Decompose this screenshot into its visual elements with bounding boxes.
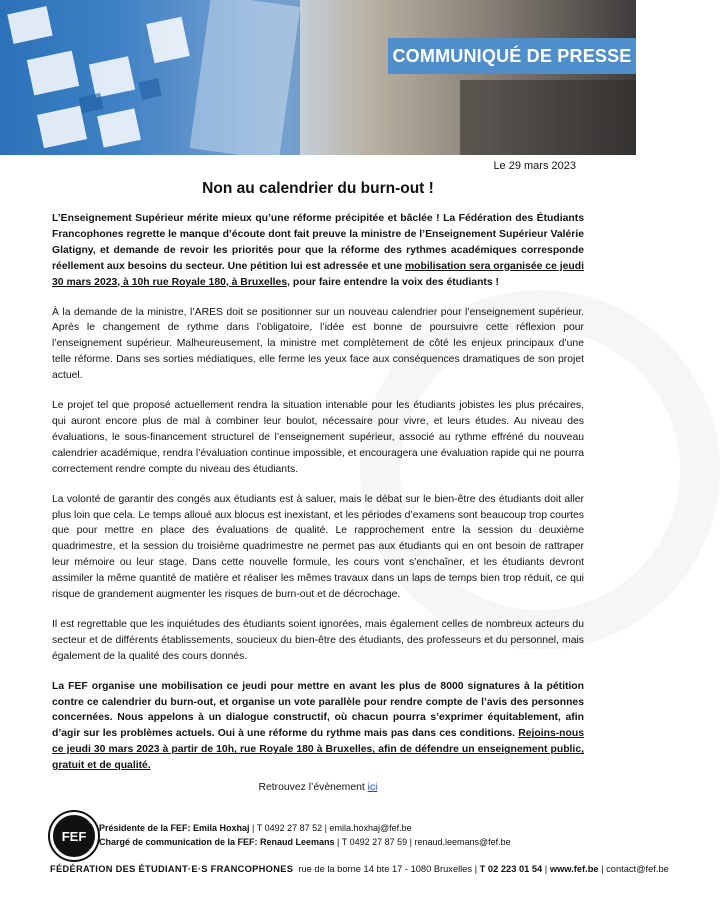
footer-website[interactable]: www.fef.be <box>549 864 599 874</box>
body-paragraph-4: Il est regrettable que les inquiétudes des étudiants soient ignorées, mais également celles de nombreux acteurs du secteur et de différents établissements, soucieux du bien-être des étudiants, des professeurs et du personnel, mais également de la qualité des cours donnés. <box>52 618 584 662</box>
body-paragraph-3: La volonté de garantir des congés aux étudiants est à saluer, mais le débat sur le bien-être des étudiants doit aller plus loin que cela. Le temps alloué aux blocus est inexistant, et les périodes d’examens sont beaucoup trop courtes que pour mettre en place des évaluations de qualité. Le rapprochement entre la session du deuxième quadrimestre, et la session du troisième quadrimestre ne permet pas aux étudiants qui en ont besoin de rattraper leur mémoire ou leur stage. Dans cette nouvelle formule, les cours vont s’enchaîner, et les étudiants devront assimiler la même quantité de matière et réaliser les mêmes travaux dans un laps de temps bien trop réduit, ce qui risque de grandement augmenter les risques de burn-out et de décrochage. <box>52 493 584 601</box>
contact-role: Présidente de la FEF: Emila Hoxhaj <box>99 823 250 833</box>
intro-text-1: L’Enseignement Supérieur mérite mieux qu’une réforme précipitée et bâclée ! La Fédération des Étudiants Francophones regrette le manque d’écoute dont fait preuve la ministre de l’Enseignement Supérieur Valérie Glatigny, et demande de revoir les priorités pour que la réforme des rythmes académiques corresponde réellement aux besoins du secteur. Une pétition lui est adressée et une <box>52 213 584 272</box>
event-line <box>52 780 584 796</box>
closing-paragraph <box>52 679 584 774</box>
body-paragraph-2: Le projet tel que proposé actuellement rendra la situation intenable pour les étudiants jobistes les plus précaires, qui auront encore plus de mal à combiner leur boulot, nécessaire pour vivre, et leurs études. Au niveau des évaluations, le sous-financement structurel de l’enseignement supérieur, associé au rythme effréné du nouveau calendrier académique, rendra l’évaluation continue impossible, et encouragera une évaluation rapide qui ne pourra correctement rendre compte du niveau des étudiants. <box>52 400 584 475</box>
contact-row-president: Présidente de la FEF: Emila Hoxhaj | T 0492 27 87 52 | emila.hoxhaj@fef.be <box>99 823 412 833</box>
footer-email[interactable]: contact@fef.be <box>606 864 669 874</box>
contact-role: Chargé de communication de la FEF: Renaud Leemans <box>99 837 335 847</box>
fef-logo: FEF <box>50 812 98 860</box>
event-link[interactable]: ici <box>367 782 378 794</box>
article-body <box>52 211 584 810</box>
footer-phone: T 02 223 01 54 <box>479 864 543 874</box>
flag-pattern-graphic <box>0 0 636 155</box>
footer-address: rue de la borne 14 bte 17 - 1080 Bruxelles <box>298 864 473 874</box>
closing-call-to-action: Rejoins-nous ce jeudi 30 mars 2023 à partir de 10h, rue Royale 180 à Bruxelles, afin de défendre un enseignement public, gratuit et de qualité. <box>52 728 584 772</box>
release-date: Le 29 mars 2023 <box>493 160 576 172</box>
page-footer: FÉDÉRATION DES ÉTUDIANT·E·S FRANCOPHONES rue de la borne 14 bte 17 - 1080 Bruxelles | T 02 223 01 54 | www.fef.be | contact@fef.be <box>50 864 669 874</box>
contact-email[interactable]: emila.hoxhaj@fef.be <box>329 823 412 833</box>
intro-text-2: pour faire entendre la voix des étudiants ! <box>289 276 499 288</box>
intro-mobilisation-underlined: mobilisation sera organisée ce jeudi 30 mars 2023, à 10h rue Royale 180, à Bruxelles, <box>52 260 584 288</box>
event-text: Retrouvez l’évènement <box>258 782 368 794</box>
header-banner-photo <box>0 0 636 155</box>
contact-phone: T 0492 27 87 52 <box>256 823 323 833</box>
contact-row-communication: Chargé de communication de la FEF: Renaud Leemans | T 0492 27 87 59 | renaud.leemans@fef.be <box>99 837 511 847</box>
contact-phone: T 0492 27 87 59 <box>341 837 408 847</box>
closing-text: La FEF organise une mobilisation ce jeudi pour mettre en avant les plus de 8000 signatures à la pétition contre ce calendrier du burn-out, et organise un vote parallèle pour rendre compte de l’avis des personnes concernées. Nous appelons à un dialogue constructif, où chacun pourra s’exprimer équitablement, afin d’agir sur les problèmes actuels. Oui à une réforme du rythme mais pas dans ces conditions. <box>52 680 584 740</box>
intro-paragraph <box>52 211 584 291</box>
body-paragraph-1: À la demande de la ministre, l’ARES doit se positionner sur un nouveau calendrier pour l’enseignement supérieur. Après le changement de rythme dans l’obligatoire, l’idée est bonne de poursuivre cette réflexion pour l’enseignement supérieur. Malheureusement, la ministre met complètement de côté les enjeux principaux d’une telle réforme. Dans ses sorties médiatiques, elle ferme les yeux face aux conséquences dramatiques de son projet actuel. <box>52 306 584 382</box>
contact-block <box>99 821 511 849</box>
footer-org-name: FÉDÉRATION DES ÉTUDIANT·E·S FRANCOPHONES <box>50 864 294 874</box>
contact-email[interactable]: renaud.leemans@fef.be <box>414 837 511 847</box>
press-release-badge: COMMUNIQUÉ DE PRESSE <box>388 38 636 74</box>
page-title: Non au calendrier du burn-out ! <box>202 180 434 197</box>
